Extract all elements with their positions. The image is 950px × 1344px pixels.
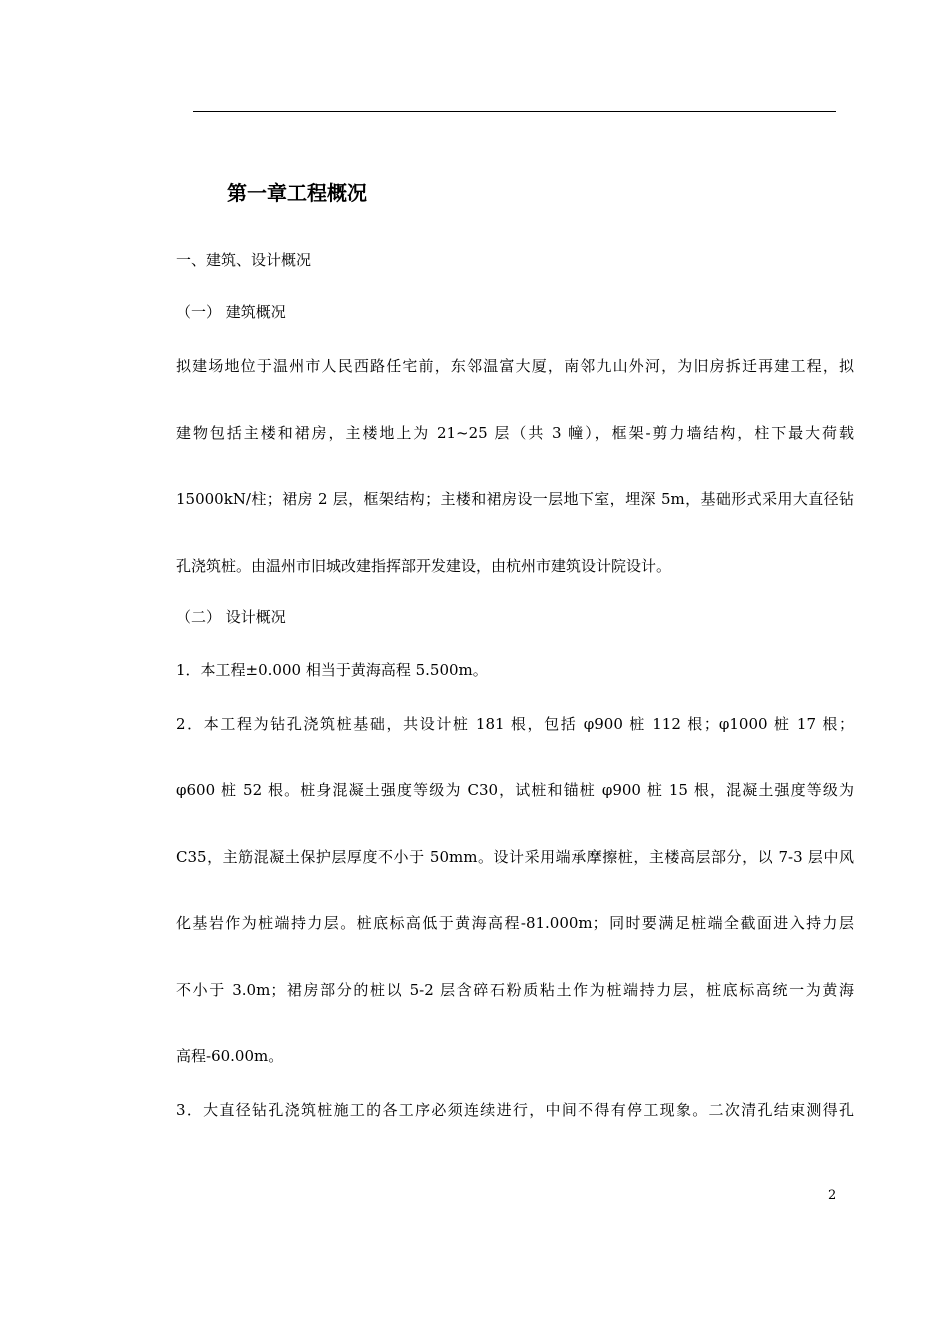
- paragraph-line: 孔浇筑桩。由温州市旧城改建指挥部开发建设，由杭州市建筑设计院设计。: [176, 557, 672, 575]
- chapter-title: 第一章工程概况: [227, 181, 367, 205]
- page-number: 2: [828, 1188, 837, 1203]
- paragraph-line: 拟建场地位于温州市人民西路任宅前，东邻温富大厦，南邻九山外河，为旧房拆迁再建工程，拟: [176, 357, 854, 375]
- list-item-2-line: 2．本工程为钻孔浇筑桩基础，共设计桩 181 根，包括 φ900 桩 112 根；φ1000 桩 17 根；: [176, 715, 854, 733]
- list-item-2-line: C35，主筋混凝土保护层厚度不小于 50mm。设计采用端承摩擦桩，主楼高层部分，以 7-3 层中风: [176, 848, 854, 866]
- paragraph-line: 15000kN/柱；裙房 2 层，框架结构；主楼和裙房设一层地下室，埋深 5m，基础形式采用大直径钻: [176, 490, 854, 508]
- list-item-1: 1．本工程±0.000 相当于黄海高程 5.500m。: [176, 661, 488, 679]
- list-item-3-line: 3．大直径钻孔浇筑桩施工的各工序必须连续进行，中间不得有停工现象。二次清孔结束测得孔: [176, 1101, 854, 1119]
- list-item-2-line: φ600 桩 52 根。桩身混凝土强度等级为 C30，试桩和锚桩 φ900 桩 15 根，混凝土强度等级为: [176, 781, 854, 799]
- section-heading: 一、建筑、设计概况: [176, 251, 312, 269]
- subsection-heading-design: （二） 设计概况: [176, 608, 286, 626]
- list-item-2-line: 不小于 3.0m；裙房部分的桩以 5-2 层含碎石粉质粘土作为桩端持力层，桩底标高统一为黄海: [176, 981, 854, 999]
- paragraph-line: 建物包括主楼和裙房，主楼地上为 21~25 层（共 3 幢），框架-剪力墙结构，柱下最大荷载: [176, 424, 854, 442]
- list-item-2-line: 化基岩作为桩端持力层。桩底标高低于黄海高程-81.000m；同时要满足桩端全截面进入持力层: [176, 914, 854, 932]
- header-rule: [193, 111, 836, 112]
- subsection-heading-building: （一） 建筑概况: [176, 303, 286, 321]
- list-item-2-line: 高程-60.00m。: [176, 1047, 284, 1065]
